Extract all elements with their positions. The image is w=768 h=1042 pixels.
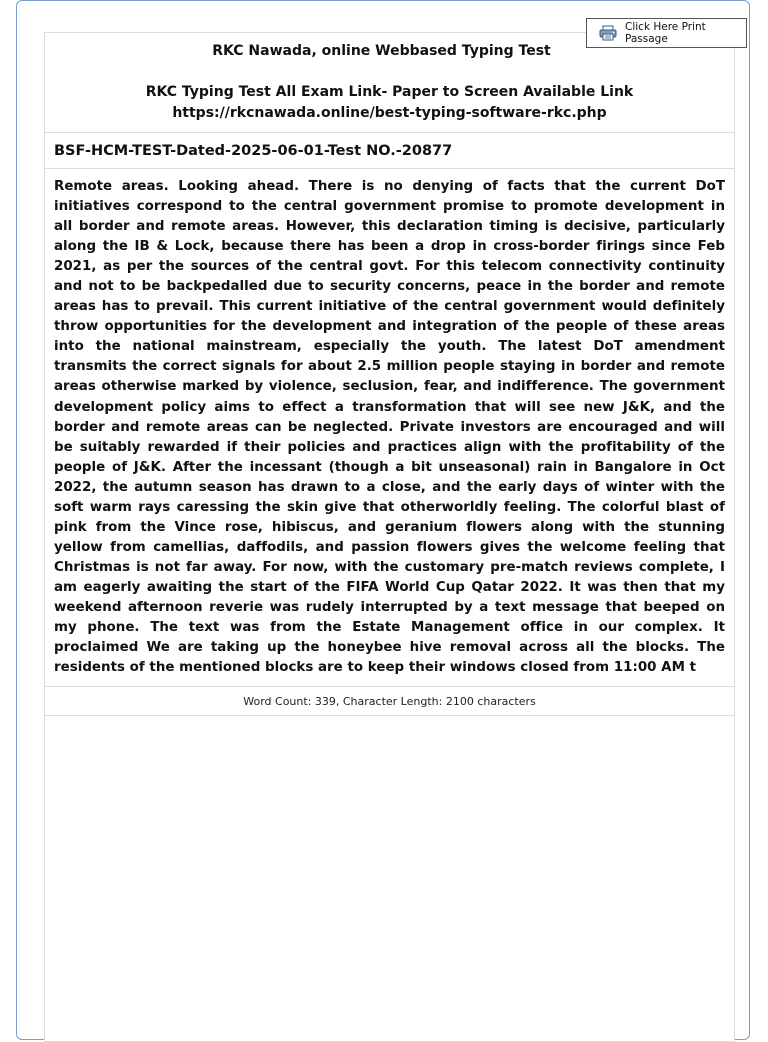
word-count: Word Count: 339, Character Length: 2100 characters	[45, 687, 734, 716]
passage-container	[44, 32, 735, 1042]
print-passage-label: Click Here Print Passage	[625, 21, 706, 45]
passage-text: Remote areas. Looking ahead. There is no denying of facts that the current DoT initiatives correspond to the central government promise to promote development in all border and remote areas. However, this declaration timing is decisive, particularly along the IB & Lock, because there has been a drop in cross-border firings since Feb 2021, as per the sources of the central govt. For this telecom connectivity continuity and not to be backpedalled due to security concerns, peace in the border and remote areas has to prevail. This current initiative of the central government would definitely throw opportunities for the development and integration of the people of these areas into the national mainstream, especially the youth. The latest DoT amendment transmits the correct signals for about 2.5 million people staying in border and remote areas otherwise marked by violence, seclusion, fear, and indifference. The government development policy aims to effect a transformation that will see new J&K, and the border and remote areas can be neglected. Private investors are encouraged and will be suitably rewarded if their policies and practices align with the profitability of the people of J&K. After the incessant (though a bit unseasonal) rain in Bangalore in Oct 2022, the autumn season has drawn to a close, and the early days of winter with the soft warm rays caressing the skin give that otherworldly feeling. The colorful blast of pink from the Vince rose, hibiscus, and geranium flowers along with the stunning yellow from camellias, daffodils, and passion flowers gives the welcome feeling that Christmas is not far away. For now, with the customary pre-match reviews complete, I am eagerly awaiting the start of the FIFA World Cup Qatar 2022. It was then that my weekend afternoon reverie was rudely interrupted by a text message that beeped on my phone. The text was from the Estate Management office in our complex. It proclaimed We are taking up the honeybee hive removal across all the blocks. The residents of the mentioned blocks are to keep their windows closed from 11:00 AM t	[45, 169, 734, 687]
header-section	[45, 33, 734, 133]
page-subtitle: RKC Typing Test All Exam Link- Paper to Screen Available Link	[145, 84, 634, 100]
software-link: https://rkcnawada.online/best-typing-software-rkc.php	[172, 105, 607, 121]
printer-icon	[599, 25, 617, 41]
page-title: RKC Nawada, online Webbased Typing Test	[212, 43, 551, 59]
test-id: BSF-HCM-TEST-Dated-2025-06-01-Test NO.-20877	[45, 133, 734, 169]
print-passage-button[interactable]	[586, 18, 747, 48]
